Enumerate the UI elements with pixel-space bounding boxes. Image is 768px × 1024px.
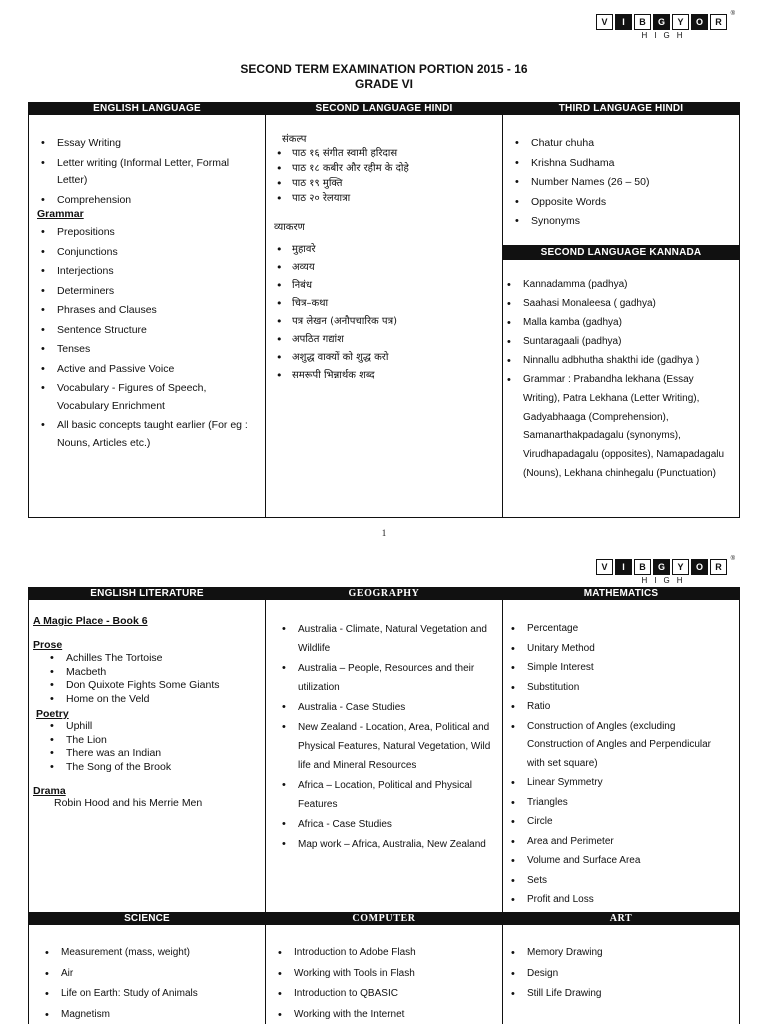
list-item: • Unitary Method	[507, 640, 731, 659]
list-item: • अव्यय	[272, 259, 496, 277]
second-language-hindi-header: SECOND LANGUAGE HINDI	[266, 103, 502, 115]
list-item: • Tenses	[37, 341, 255, 359]
list-item: • Introduction to Adobe Flash	[274, 944, 494, 963]
english-literature-column	[29, 588, 266, 912]
second-language-kannada-header: SECOND LANGUAGE KANNADA	[503, 245, 739, 260]
art-column	[503, 913, 739, 1024]
list-item: • Volume and Surface Area	[507, 852, 731, 871]
list-item: • Substitution	[507, 679, 731, 698]
list-item: • There was an Indian	[46, 747, 259, 761]
list-item: • Comprehension	[37, 192, 255, 210]
list-item: • Air	[41, 965, 257, 984]
logo-letter: I	[615, 559, 632, 575]
list-item: • Africa – Location, Political and Physical Features	[278, 776, 494, 814]
poetry-heading: Poetry	[36, 708, 69, 720]
mathematics-header: MATHEMATICS	[503, 588, 739, 600]
list-item: • Malla kamba (gadhya)	[503, 314, 731, 332]
grammar-list	[37, 224, 255, 452]
page2-table-top	[28, 587, 740, 912]
poetry-list	[33, 720, 259, 774]
logo-letter: O	[691, 559, 708, 575]
list-item: • Sentence Structure	[37, 322, 255, 340]
page2-table-bottom	[28, 912, 740, 1024]
list-item: • Saahasi Monaleesa ( gadhya)	[503, 295, 731, 313]
list-item: • Don Quixote Fights Some Giants	[46, 679, 259, 693]
list-item: • Number Names (26 – 50)	[511, 174, 731, 192]
list-item: • अशुद्ध वाक्यों को शुद्ध करो	[272, 349, 496, 367]
list-item: • Working with Tools in Flash	[274, 965, 494, 984]
logo-trademark: ®	[730, 556, 735, 562]
list-item: • Triangles	[507, 794, 731, 813]
drama-heading: Drama	[33, 785, 66, 797]
list-item: • Essay Writing	[37, 135, 255, 153]
logo-letter: Y	[672, 14, 689, 30]
list-item: • All basic concepts taught earlier (For eg : Nouns, Articles etc.)	[37, 417, 255, 452]
list-item: • Phrases and Clauses	[37, 302, 255, 320]
list-item: • Introduction to QBASIC	[274, 985, 494, 1004]
list-item: • समरूपी भिन्नार्थक शब्द	[272, 367, 496, 385]
art-list	[507, 944, 731, 1004]
list-item: • Circle	[507, 813, 731, 832]
list-item: • Sets	[507, 872, 731, 891]
list-item: • Vocabulary - Figures of Speech, Vocabulary Enrichment	[37, 380, 255, 415]
list-item: • पाठ १९ मुक्ति	[272, 176, 496, 191]
sankalp-list	[272, 146, 496, 206]
list-item: • Active and Passive Voice	[37, 361, 255, 379]
list-item: • Africa - Case Studies	[278, 815, 494, 834]
page-title: SECOND TERM EXAMINATION PORTION 2015 - 16	[240, 62, 528, 76]
list-item: • The Lion	[46, 734, 259, 748]
geography-column	[266, 588, 503, 912]
logo-letter: G	[653, 14, 670, 30]
list-item: • Still Life Drawing	[507, 985, 731, 1004]
logo-letters	[596, 559, 729, 575]
list-item: • Australia - Case Studies	[278, 698, 494, 717]
english-language-list	[37, 135, 255, 209]
mathematics-column	[503, 588, 739, 912]
second-language-hindi-column	[266, 103, 503, 517]
list-item: • Profit and Loss	[507, 891, 731, 910]
english-language-column	[29, 103, 266, 517]
list-item: • Working with the Internet	[274, 1006, 494, 1024]
list-item: • अपठित गद्यांश	[272, 331, 496, 349]
list-item: • Construction of Angles (excluding Construction of Angles and Perpendicular with set square)	[507, 718, 731, 774]
logo-letter: R	[710, 14, 727, 30]
list-item: • पाठ २० रेलयात्रा	[272, 191, 496, 206]
page1-table	[28, 102, 740, 518]
logo-letter: V	[596, 559, 613, 575]
list-item: • Uphill	[46, 720, 259, 734]
third-language-hindi-list	[511, 135, 731, 231]
science-list	[41, 944, 257, 1024]
third-language-hindi-header: THIRD LANGUAGE HINDI	[503, 103, 739, 115]
list-item: • Kannadamma (padhya)	[503, 276, 731, 294]
prose-list	[33, 652, 259, 706]
art-header: ART	[503, 913, 739, 925]
list-item: • Ninnallu adbhutha shakthi ide (gadhya )	[503, 352, 731, 370]
list-item: • Simple Interest	[507, 659, 731, 678]
prose-heading: Prose	[33, 639, 63, 651]
list-item: • Suntaragaali (padhya)	[503, 333, 731, 351]
geography-list	[278, 620, 494, 854]
logo-letter: Y	[672, 559, 689, 575]
kannada-list	[503, 276, 731, 484]
vibgyor-logo	[596, 11, 735, 40]
computer-column	[266, 913, 503, 1024]
list-item: • Design	[507, 965, 731, 984]
list-item: • Australia - Climate, Natural Vegetation and Wildlife	[278, 620, 494, 658]
list-item: • चित्र–कथा	[272, 295, 496, 313]
list-item: • Interjections	[37, 263, 255, 281]
list-item: • Achilles The Tortoise	[46, 652, 259, 666]
logo-letter: G	[653, 559, 670, 575]
list-item: • Ratio	[507, 698, 731, 717]
logo-letter: B	[634, 559, 651, 575]
computer-list	[274, 944, 494, 1024]
logo-letters	[596, 14, 729, 30]
list-item: • पाठ १८ कबीर और रहीम के दोहे	[272, 161, 496, 176]
list-item: • Memory Drawing	[507, 944, 731, 963]
list-item: • Krishna Sudhama	[511, 155, 731, 173]
list-item: • The Song of the Brook	[46, 761, 259, 775]
vyakaran-heading: व्याकरण	[274, 222, 305, 233]
list-item: • Measurement (mass, weight)	[41, 944, 257, 963]
book-title: A Magic Place - Book 6	[33, 615, 148, 627]
logo-trademark: ®	[730, 11, 735, 17]
logo-subtitle: HIGH	[641, 31, 690, 40]
list-item: • Percentage	[507, 620, 731, 639]
grammar-heading: Grammar	[37, 208, 84, 220]
list-item: • Chatur chuha	[511, 135, 731, 153]
logo-letter: B	[634, 14, 651, 30]
list-item: • Macbeth	[46, 666, 259, 680]
page-number: 1	[381, 528, 387, 538]
list-item: • Prepositions	[37, 224, 255, 242]
list-item: • निबंध	[272, 277, 496, 295]
list-item: • Australia – People, Resources and their utilization	[278, 659, 494, 697]
list-item: • Linear Symmetry	[507, 774, 731, 793]
computer-header: COMPUTER	[266, 913, 502, 925]
list-item: • Home on the Veld	[46, 693, 259, 707]
list-item: • Opposite Words	[511, 194, 731, 212]
logo-letter: I	[615, 14, 632, 30]
science-column	[29, 913, 266, 1024]
vyakaran-list	[272, 241, 496, 385]
third-language-column	[503, 103, 739, 517]
science-header: SCIENCE	[29, 913, 265, 925]
list-item: • मुहावरे	[272, 241, 496, 259]
list-item: • Synonyms	[511, 213, 731, 231]
mathematics-list	[507, 620, 731, 910]
logo-letter: O	[691, 14, 708, 30]
list-item: • New Zealand - Location, Area, Political and Physical Features, Natural Vegetation, Wild life and Mineral Resources	[278, 718, 494, 775]
list-item: • Determiners	[37, 283, 255, 301]
vibgyor-logo	[596, 556, 735, 585]
list-item: • Magnetism	[41, 1006, 257, 1024]
logo-letter: V	[596, 14, 613, 30]
grade-title: GRADE VI	[354, 77, 413, 91]
list-item: • Letter writing (Informal Letter, Formal Letter)	[37, 155, 255, 190]
geography-header: GEOGRAPHY	[266, 588, 502, 600]
list-item: • पत्र लेखन (अनौपचारिक पत्र)	[272, 313, 496, 331]
list-item: • Map work – Africa, Australia, New Zealand	[278, 835, 494, 854]
list-item: • Area and Perimeter	[507, 833, 731, 852]
logo-letter: R	[710, 559, 727, 575]
english-literature-header: ENGLISH LITERATURE	[29, 588, 265, 600]
list-item: • Life on Earth: Study of Animals	[41, 985, 257, 1004]
sankalp-heading: संकल्प	[282, 134, 307, 145]
logo-subtitle: HIGH	[641, 576, 690, 585]
list-item: • पाठ १६ संगीत स्वामी हरिदास	[272, 146, 496, 161]
list-item: • Grammar : Prabandha lekhana (Essay Writing), Patra Lekhana (Letter Writing), Gadyabhaaga (Comprehension), Samanarthakpadagalu (synonyms), Virudhapadagalu (opposites), Namapadagalu (Nouns), Lekhana chinhegalu (Punctuation)	[503, 371, 731, 484]
english-language-header: ENGLISH LANGUAGE	[29, 103, 265, 115]
drama-item: Robin Hood and his Merrie Men	[54, 797, 203, 809]
list-item: • Conjunctions	[37, 244, 255, 262]
